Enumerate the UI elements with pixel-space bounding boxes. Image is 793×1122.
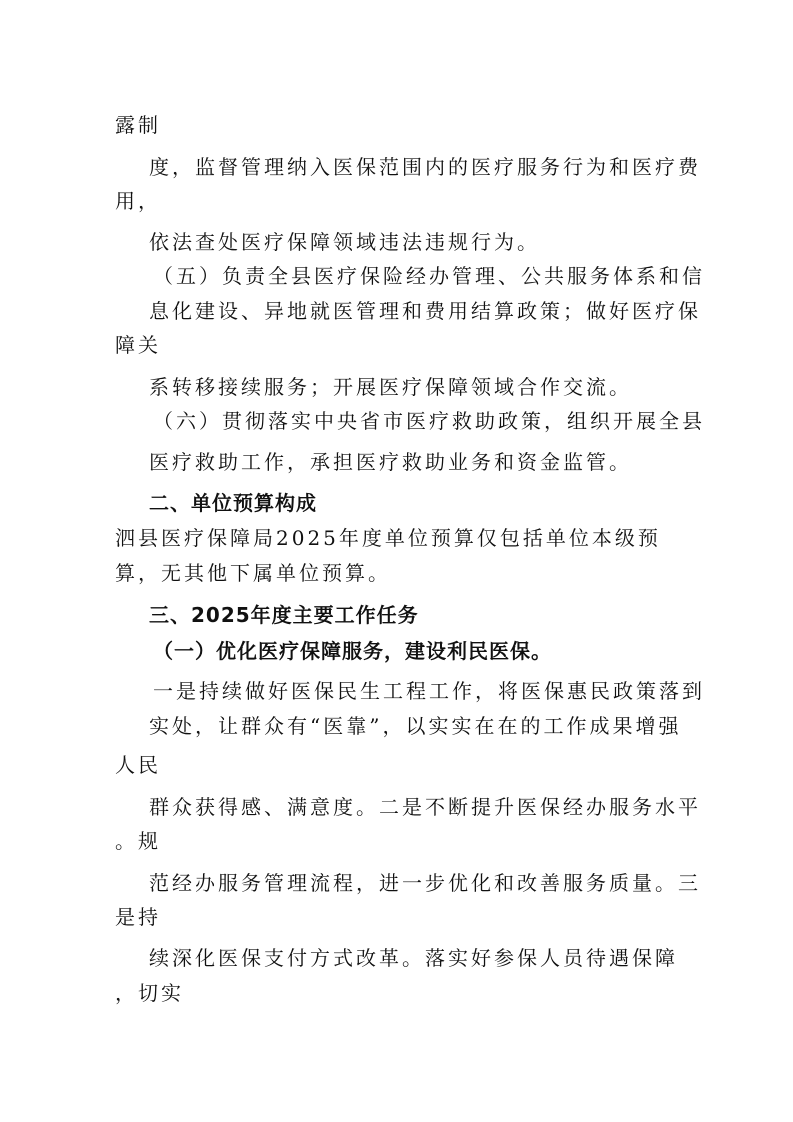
text-line: 息化建设、异地就医管理和费用结算政策；做好医疗保 [149, 299, 701, 323]
text-line: 医疗救助工作，承担医疗救助业务和资金监管。 [149, 450, 632, 474]
subsection-heading: （一）优化医疗保障服务，建设利民医保。 [153, 639, 552, 663]
text-line: 泗县医疗保障局2025年度单位预算仅包括单位本级预 [115, 526, 661, 550]
text-line: 。规 [115, 829, 161, 853]
text-line: （五）负责全县医疗保险经办管理、公共服务体系和信 [153, 264, 705, 288]
section-heading: 二、单位预算构成 [149, 491, 317, 515]
text-line: 依法查处医疗保障领域违法违规行为。 [149, 230, 540, 254]
text-line: 系转移接续服务；开展医疗保障领域合作交流。 [149, 375, 632, 399]
text-line: 范经办服务管理流程，进一步优化和改善服务质量。三 [149, 871, 701, 895]
text-line: 度，监督管理纳入医保范围内的医疗服务行为和医疗费 [149, 155, 701, 179]
text-line: 续深化医保支付方式改革。落实好参保人员待遇保障 [149, 946, 678, 970]
text-line: 用， [115, 189, 161, 213]
text-line: 障关 [115, 333, 161, 357]
text-line: （六）贯彻落实中央省市医疗救助政策，组织开展全县 [153, 409, 705, 433]
section-heading: 三、2025年度主要工作任务 [149, 603, 419, 627]
text-line: 人民 [115, 753, 161, 777]
text-line: 群众获得感、满意度。二是不断提升医保经办服务水平 [149, 795, 701, 819]
text-line: 一是持续做好医保民生工程工作，将医保惠民政策落到 [153, 679, 705, 703]
text-line: 是持 [115, 905, 161, 929]
text-line: 实处，让群众有“医靠”，以实实在在的工作成果增强 [149, 714, 682, 738]
text-line: ，切实 [115, 981, 184, 1005]
text-line: 算，无其他下属单位预算。 [115, 561, 391, 585]
text-line: 露制 [115, 113, 161, 137]
